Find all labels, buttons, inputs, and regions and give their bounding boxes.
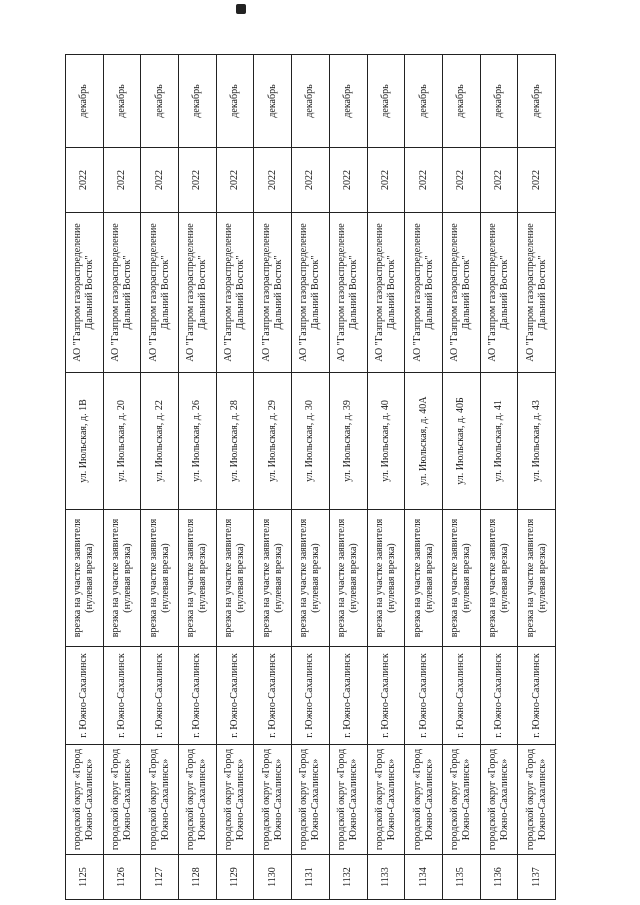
address-cell: ул. Июльская, д. 40А — [405, 373, 443, 510]
month-cell: декабрь — [216, 55, 254, 148]
table-row — [254, 55, 292, 900]
work-type-cell: врезка на участке заявителя (нулевая врезка) — [66, 510, 104, 647]
work-type-cell: врезка на участке заявителя (нулевая врезка) — [292, 510, 330, 647]
work-type-cell: врезка на участке заявителя (нулевая врезка) — [103, 510, 141, 647]
month-cell: декабрь — [103, 55, 141, 148]
city-cell: г. Южно-Сахалинск — [292, 647, 330, 745]
city-cell: г. Южно-Сахалинск — [254, 647, 292, 745]
year-cell: 2022 — [405, 148, 443, 213]
row-number-cell: 1135 — [442, 855, 480, 900]
municipality-cell: городской округ «Город Южно-Сахалинск» — [480, 745, 518, 855]
month-cell: декабрь — [442, 55, 480, 148]
year-cell: 2022 — [442, 148, 480, 213]
organization-cell: АО "Газпром газораспределение Дальний Восток" — [405, 213, 443, 373]
address-cell: ул. Июльская, д. 43 — [518, 373, 556, 510]
city-cell: г. Южно-Сахалинск — [216, 647, 254, 745]
month-cell: декабрь — [518, 55, 556, 148]
row-number-cell: 1131 — [292, 855, 330, 900]
year-cell: 2022 — [179, 148, 217, 213]
address-cell: ул. Июльская, д. 30 — [292, 373, 330, 510]
organization-cell: АО "Газпром газораспределение Дальний Восток" — [103, 213, 141, 373]
row-number-cell: 1127 — [141, 855, 179, 900]
municipality-cell: городской округ «Город Южно-Сахалинск» — [292, 745, 330, 855]
month-cell: декабрь — [405, 55, 443, 148]
city-cell: г. Южно-Сахалинск — [103, 647, 141, 745]
table-row — [66, 55, 104, 900]
organization-cell: АО "Газпром газораспределение Дальний Восток" — [367, 213, 405, 373]
municipality-cell: городской округ «Город Южно-Сахалинск» — [141, 745, 179, 855]
work-type-cell: врезка на участке заявителя (нулевая врезка) — [216, 510, 254, 647]
city-cell: г. Южно-Сахалинск — [66, 647, 104, 745]
year-cell: 2022 — [367, 148, 405, 213]
year-cell: 2022 — [66, 148, 104, 213]
work-type-cell: врезка на участке заявителя (нулевая врезка) — [480, 510, 518, 647]
gas-connection-table — [65, 54, 556, 900]
table-row — [442, 55, 480, 900]
table-row — [179, 55, 217, 900]
organization-cell: АО "Газпром газораспределение Дальний Восток" — [292, 213, 330, 373]
address-cell: ул. Июльская, д. 28 — [216, 373, 254, 510]
year-cell: 2022 — [254, 148, 292, 213]
address-cell: ул. Июльская, д. 22 — [141, 373, 179, 510]
row-number-cell: 1133 — [367, 855, 405, 900]
row-number-cell: 1125 — [66, 855, 104, 900]
table-row — [141, 55, 179, 900]
year-cell: 2022 — [480, 148, 518, 213]
municipality-cell: городской округ «Город Южно-Сахалинск» — [442, 745, 480, 855]
work-type-cell: врезка на участке заявителя (нулевая врезка) — [405, 510, 443, 647]
table-row — [292, 55, 330, 900]
row-number-cell: 1126 — [103, 855, 141, 900]
municipality-cell: городской округ «Город Южно-Сахалинск» — [254, 745, 292, 855]
table-row — [216, 55, 254, 900]
row-number-cell: 1130 — [254, 855, 292, 900]
work-type-cell: врезка на участке заявителя (нулевая врезка) — [518, 510, 556, 647]
row-number-cell: 1128 — [179, 855, 217, 900]
organization-cell: АО "Газпром газораспределение Дальний Восток" — [141, 213, 179, 373]
year-cell: 2022 — [518, 148, 556, 213]
work-type-cell: врезка на участке заявителя (нулевая врезка) — [141, 510, 179, 647]
municipality-cell: городской округ «Город Южно-Сахалинск» — [329, 745, 367, 855]
row-number-cell: 1136 — [480, 855, 518, 900]
address-cell: ул. Июльская, д. 20 — [103, 373, 141, 510]
city-cell: г. Южно-Сахалинск — [442, 647, 480, 745]
month-cell: декабрь — [329, 55, 367, 148]
organization-cell: АО "Газпром газораспределение Дальний Восток" — [179, 213, 217, 373]
address-cell: ул. Июльская, д. 39 — [329, 373, 367, 510]
municipality-cell: городской округ «Город Южно-Сахалинск» — [405, 745, 443, 855]
address-cell: ул. Июльская, д. 1В — [66, 373, 104, 510]
municipality-cell: городской округ «Город Южно-Сахалинск» — [179, 745, 217, 855]
work-type-cell: врезка на участке заявителя (нулевая врезка) — [367, 510, 405, 647]
organization-cell: АО "Газпром газораспределение Дальний Восток" — [329, 213, 367, 373]
month-cell: декабрь — [66, 55, 104, 148]
address-cell: ул. Июльская, д. 29 — [254, 373, 292, 510]
month-cell: декабрь — [141, 55, 179, 148]
table-row — [518, 55, 556, 900]
organization-cell: АО "Газпром газораспределение Дальний Восток" — [480, 213, 518, 373]
organization-cell: АО "Газпром газораспределение Дальний Восток" — [66, 213, 104, 373]
table-row — [480, 55, 518, 900]
municipality-cell: городской округ «Город Южно-Сахалинск» — [66, 745, 104, 855]
city-cell: г. Южно-Сахалинск — [518, 647, 556, 745]
city-cell: г. Южно-Сахалинск — [329, 647, 367, 745]
organization-cell: АО "Газпром газораспределение Дальний Восток" — [442, 213, 480, 373]
address-cell: ул. Июльская, д. 40Б — [442, 373, 480, 510]
organization-cell: АО "Газпром газораспределение Дальний Восток" — [216, 213, 254, 373]
table-body — [66, 55, 556, 900]
work-type-cell: врезка на участке заявителя (нулевая врезка) — [179, 510, 217, 647]
municipality-cell: городской округ «Город Южно-Сахалинск» — [103, 745, 141, 855]
address-cell: ул. Июльская, д. 26 — [179, 373, 217, 510]
table-row — [405, 55, 443, 900]
work-type-cell: врезка на участке заявителя (нулевая врезка) — [442, 510, 480, 647]
city-cell: г. Южно-Сахалинск — [367, 647, 405, 745]
organization-cell: АО "Газпром газораспределение Дальний Восток" — [518, 213, 556, 373]
scan-speck — [236, 4, 246, 14]
month-cell: декабрь — [480, 55, 518, 148]
year-cell: 2022 — [292, 148, 330, 213]
table-row — [367, 55, 405, 900]
month-cell: декабрь — [292, 55, 330, 148]
rotated-table-wrapper — [65, 55, 556, 900]
table-row — [329, 55, 367, 900]
city-cell: г. Южно-Сахалинск — [480, 647, 518, 745]
municipality-cell: городской округ «Город Южно-Сахалинск» — [367, 745, 405, 855]
year-cell: 2022 — [216, 148, 254, 213]
year-cell: 2022 — [141, 148, 179, 213]
row-number-cell: 1137 — [518, 855, 556, 900]
row-number-cell: 1134 — [405, 855, 443, 900]
address-cell: ул. Июльская, д. 40 — [367, 373, 405, 510]
work-type-cell: врезка на участке заявителя (нулевая врезка) — [329, 510, 367, 647]
organization-cell: АО "Газпром газораспределение Дальний Восток" — [254, 213, 292, 373]
city-cell: г. Южно-Сахалинск — [179, 647, 217, 745]
city-cell: г. Южно-Сахалинск — [405, 647, 443, 745]
year-cell: 2022 — [103, 148, 141, 213]
month-cell: декабрь — [254, 55, 292, 148]
month-cell: декабрь — [367, 55, 405, 148]
row-number-cell: 1129 — [216, 855, 254, 900]
year-cell: 2022 — [329, 148, 367, 213]
table-row — [103, 55, 141, 900]
city-cell: г. Южно-Сахалинск — [141, 647, 179, 745]
month-cell: декабрь — [179, 55, 217, 148]
row-number-cell: 1132 — [329, 855, 367, 900]
work-type-cell: врезка на участке заявителя (нулевая врезка) — [254, 510, 292, 647]
address-cell: ул. Июльская, д. 41 — [480, 373, 518, 510]
municipality-cell: городской округ «Город Южно-Сахалинск» — [518, 745, 556, 855]
municipality-cell: городской округ «Город Южно-Сахалинск» — [216, 745, 254, 855]
